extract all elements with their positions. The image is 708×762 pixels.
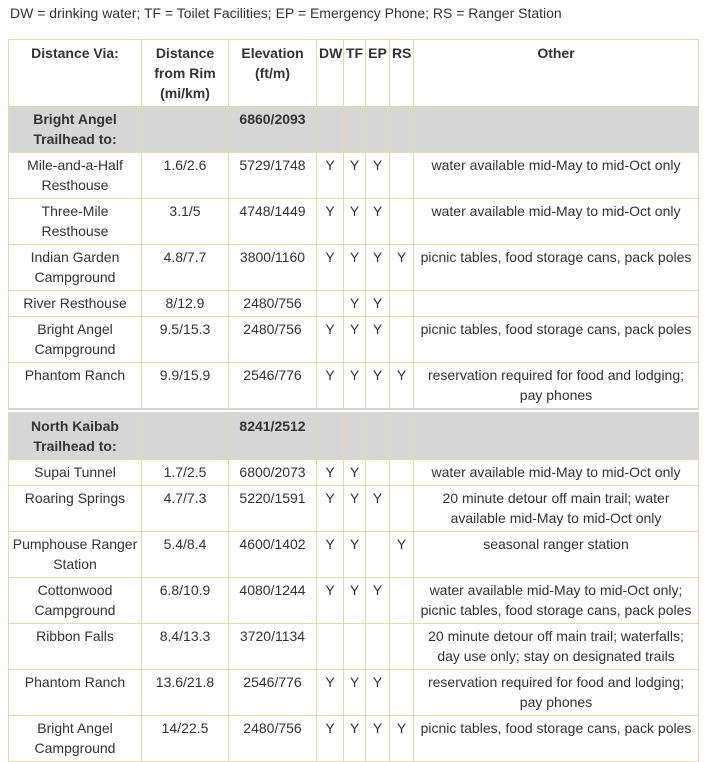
cell-other: reservation required for food and lodging; pay phones (414, 670, 699, 716)
cell-ep: Y (366, 245, 390, 291)
cell-elevation: 3720/1134 (229, 624, 317, 670)
section-empty-cell (344, 107, 366, 153)
cell-place: Indian Garden Campground (9, 245, 142, 291)
cell-distance: 9.5/15.3 (142, 317, 229, 363)
cell-rs: Y (390, 245, 414, 291)
cell-place: River Resthouse (9, 291, 142, 317)
cell-ep: Y (366, 363, 390, 410)
cell-tf: Y (344, 532, 366, 578)
cell-dw: Y (317, 670, 344, 716)
cell-ep: Y (366, 578, 390, 624)
cell-ep: Y (366, 317, 390, 363)
section-title: Bright Angel Trailhead to: (9, 107, 142, 153)
cell-place: Phantom Ranch (9, 363, 142, 410)
table-row (9, 624, 699, 670)
table-row (9, 363, 699, 410)
section-empty-cell (142, 107, 229, 153)
cell-rs (390, 153, 414, 199)
cell-other: water available mid-May to mid-Oct only (414, 153, 699, 199)
header-distance-from-rim: Distance from Rim (mi/km) (142, 40, 229, 107)
cell-elevation: 4600/1402 (229, 532, 317, 578)
cell-dw: Y (317, 716, 344, 762)
cell-elevation: 5729/1748 (229, 153, 317, 199)
cell-other: reservation required for food and lodging; pay phones (414, 363, 699, 410)
section-header-row (9, 107, 699, 153)
cell-rs (390, 670, 414, 716)
cell-tf: Y (344, 153, 366, 199)
cell-rs (390, 578, 414, 624)
cell-tf: Y (344, 460, 366, 486)
cell-other: water available mid-May to mid-Oct only; picnic tables, food storage cans, pack poles (414, 578, 699, 624)
cell-other: 20 minute detour off main trail; water available mid-May to mid-Oct only (414, 486, 699, 532)
cell-distance: 4.8/7.7 (142, 245, 229, 291)
section-empty-cell (390, 413, 414, 460)
table-row (9, 486, 699, 532)
trail-distance-table (8, 39, 699, 762)
table-row (9, 460, 699, 486)
cell-rs (390, 460, 414, 486)
cell-dw: Y (317, 317, 344, 363)
cell-distance: 4.7/7.3 (142, 486, 229, 532)
cell-elevation: 2480/756 (229, 317, 317, 363)
section-empty-cell (142, 413, 229, 460)
cell-distance: 8/12.9 (142, 291, 229, 317)
cell-other: 20 minute detour off main trail; waterfalls; day use only; stay on designated trails (414, 624, 699, 670)
cell-rs (390, 317, 414, 363)
cell-ep: Y (366, 486, 390, 532)
abbreviation-legend: DW = drinking water; TF = Toilet Facilities; EP = Emergency Phone; RS = Ranger Station (10, 5, 562, 21)
cell-elevation: 2546/776 (229, 363, 317, 410)
cell-distance: 5.4/8.4 (142, 532, 229, 578)
section-title: North Kaibab Trailhead to: (9, 413, 142, 460)
section-empty-cell (366, 413, 390, 460)
header-elevation: Elevation (ft/m) (229, 40, 317, 107)
cell-tf: Y (344, 578, 366, 624)
table-body (9, 107, 699, 762)
cell-dw: Y (317, 245, 344, 291)
cell-distance: 6.8/10.9 (142, 578, 229, 624)
cell-tf (344, 624, 366, 670)
cell-distance: 8.4/13.3 (142, 624, 229, 670)
header-other: Other (414, 40, 699, 107)
table-row (9, 716, 699, 762)
cell-ep (366, 532, 390, 578)
cell-rs: Y (390, 532, 414, 578)
section-empty-cell (414, 107, 699, 153)
cell-tf: Y (344, 291, 366, 317)
section-empty-cell (366, 107, 390, 153)
cell-distance: 9.9/15.9 (142, 363, 229, 410)
cell-rs (390, 486, 414, 532)
cell-ep: Y (366, 291, 390, 317)
table-header-row (9, 40, 699, 107)
cell-tf: Y (344, 199, 366, 245)
cell-place: Cottonwood Campground (9, 578, 142, 624)
cell-tf: Y (344, 245, 366, 291)
section-empty-cell (414, 413, 699, 460)
cell-elevation: 5220/1591 (229, 486, 317, 532)
cell-dw: Y (317, 460, 344, 486)
table-row (9, 153, 699, 199)
cell-distance: 1.6/2.6 (142, 153, 229, 199)
cell-other (414, 291, 699, 317)
cell-dw: Y (317, 532, 344, 578)
cell-other: water available mid-May to mid-Oct only (414, 460, 699, 486)
cell-distance: 1.7/2.5 (142, 460, 229, 486)
cell-dw: Y (317, 363, 344, 410)
cell-place: Mile-and-a-Half Resthouse (9, 153, 142, 199)
section-trailhead-elevation: 6860/2093 (229, 107, 317, 153)
cell-ep: Y (366, 670, 390, 716)
section-trailhead-elevation: 8241/2512 (229, 413, 317, 460)
table-row (9, 199, 699, 245)
section-empty-cell (317, 107, 344, 153)
cell-tf: Y (344, 716, 366, 762)
table-row (9, 578, 699, 624)
cell-place: Three-Mile Resthouse (9, 199, 142, 245)
cell-distance: 3.1/5 (142, 199, 229, 245)
cell-ep: Y (366, 716, 390, 762)
cell-place: Roaring Springs (9, 486, 142, 532)
cell-distance: 13.6/21.8 (142, 670, 229, 716)
table-row (9, 317, 699, 363)
section-empty-cell (344, 413, 366, 460)
cell-dw: Y (317, 153, 344, 199)
header-distance-via: Distance Via: (9, 40, 142, 107)
section-empty-cell (390, 107, 414, 153)
cell-elevation: 4080/1244 (229, 578, 317, 624)
cell-dw: Y (317, 578, 344, 624)
cell-elevation: 4748/1449 (229, 199, 317, 245)
cell-rs (390, 291, 414, 317)
cell-tf: Y (344, 486, 366, 532)
cell-elevation: 6800/2073 (229, 460, 317, 486)
cell-other: seasonal ranger station (414, 532, 699, 578)
cell-place: Supai Tunnel (9, 460, 142, 486)
cell-tf: Y (344, 363, 366, 410)
cell-dw: Y (317, 199, 344, 245)
header-ep: EP (366, 40, 390, 107)
cell-elevation: 2480/756 (229, 291, 317, 317)
cell-elevation: 2546/776 (229, 670, 317, 716)
cell-place: Ribbon Falls (9, 624, 142, 670)
cell-elevation: 2480/756 (229, 716, 317, 762)
table-row (9, 670, 699, 716)
cell-place: Bright Angel Campground (9, 317, 142, 363)
cell-other: picnic tables, food storage cans, pack poles (414, 245, 699, 291)
cell-dw (317, 291, 344, 317)
cell-tf: Y (344, 317, 366, 363)
cell-other: picnic tables, food storage cans, pack poles (414, 716, 699, 762)
cell-place: Phantom Ranch (9, 670, 142, 716)
cell-dw: Y (317, 486, 344, 532)
cell-ep: Y (366, 153, 390, 199)
cell-ep (366, 460, 390, 486)
cell-rs: Y (390, 363, 414, 410)
cell-ep: Y (366, 199, 390, 245)
header-rs: RS (390, 40, 414, 107)
section-empty-cell (317, 413, 344, 460)
cell-dw (317, 624, 344, 670)
cell-other: picnic tables, food storage cans, pack poles (414, 317, 699, 363)
section-header-row (9, 413, 699, 460)
cell-rs: Y (390, 716, 414, 762)
table-row (9, 291, 699, 317)
cell-rs (390, 624, 414, 670)
cell-distance: 14/22.5 (142, 716, 229, 762)
cell-place: Bright Angel Campground (9, 716, 142, 762)
header-dw: DW (317, 40, 344, 107)
cell-elevation: 3800/1160 (229, 245, 317, 291)
table-row (9, 532, 699, 578)
cell-other: water available mid-May to mid-Oct only (414, 199, 699, 245)
header-tf: TF (344, 40, 366, 107)
cell-ep (366, 624, 390, 670)
table-row (9, 245, 699, 291)
cell-tf: Y (344, 670, 366, 716)
cell-place: Pumphouse Ranger Station (9, 532, 142, 578)
cell-rs (390, 199, 414, 245)
